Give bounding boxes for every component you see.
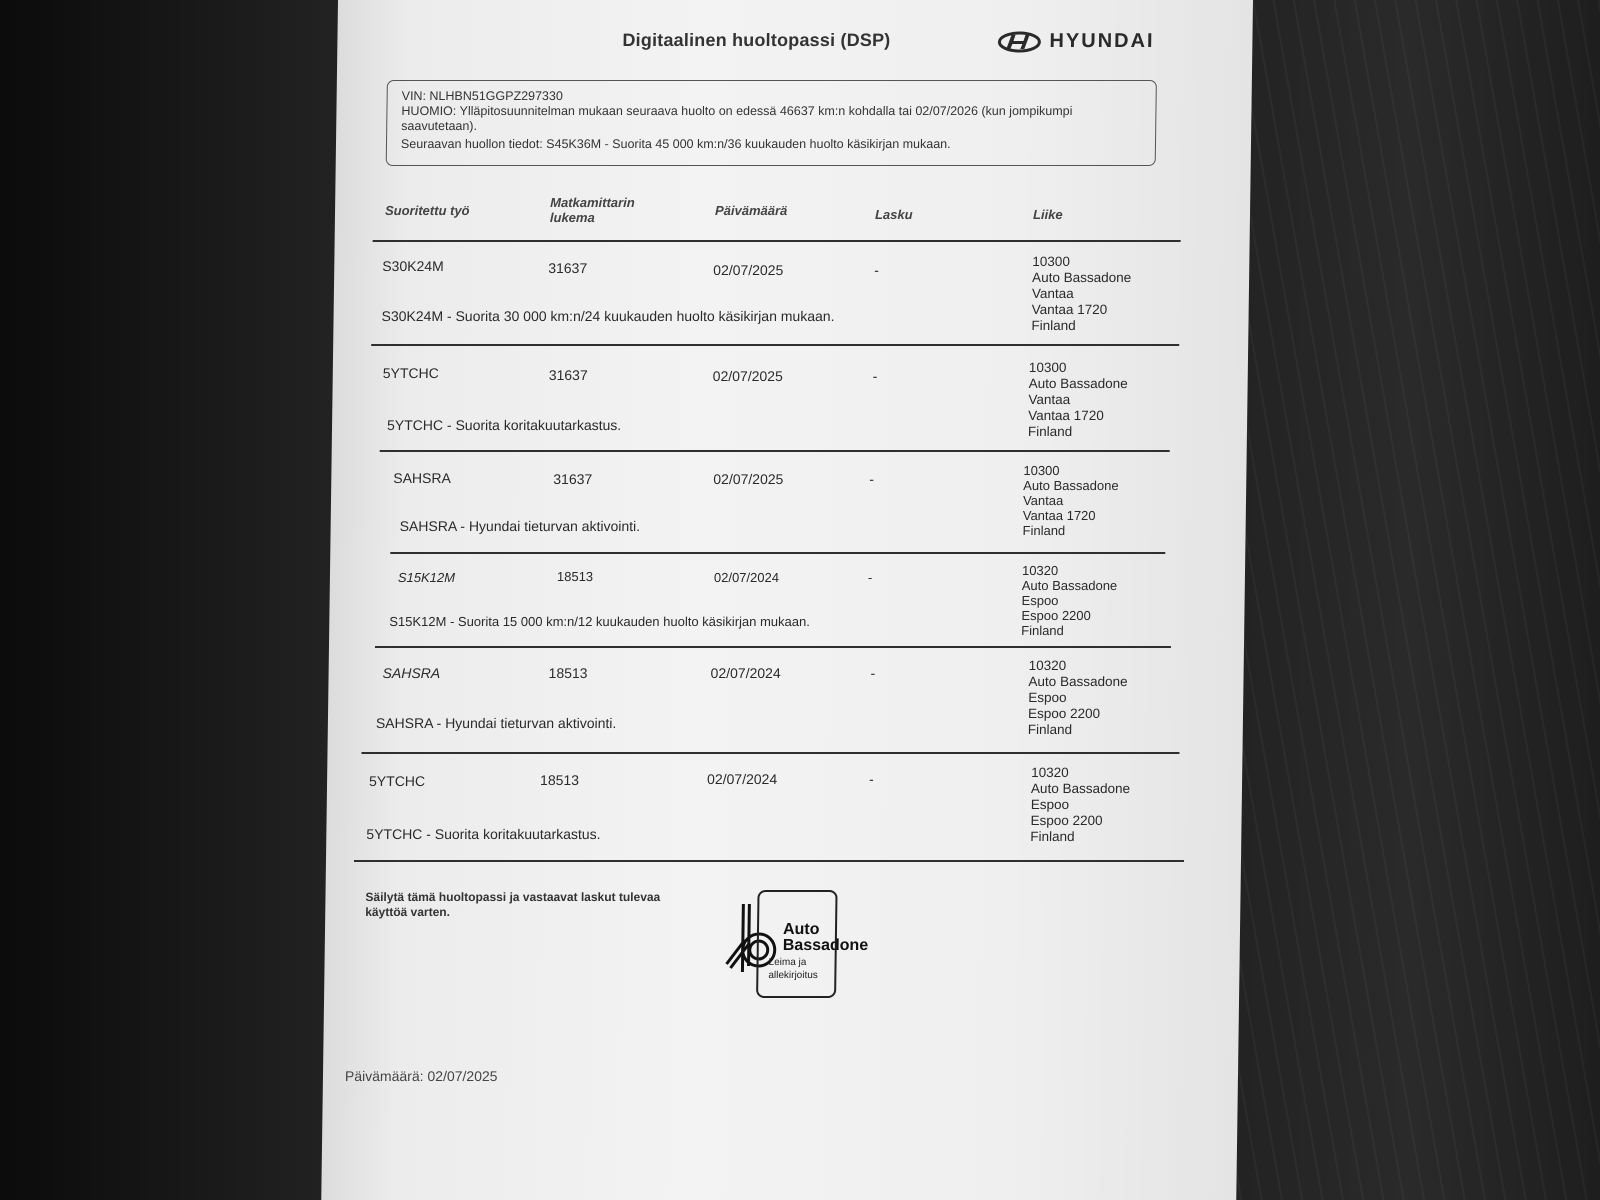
shop-id: 10300 <box>1032 254 1071 269</box>
stamp-brand-line1: Auto <box>782 921 820 938</box>
shop-city: Espoo <box>1028 690 1067 705</box>
row-code: S30K24M <box>382 258 444 274</box>
service-passport-paper <box>321 0 1253 1200</box>
next-service-text: Seuraavan huollon tiedot: S45K36M - Suorita 45 000 km:n/36 kuukauden huolto käsikirjan mukaan. <box>400 137 951 151</box>
vin-text: VIN: NLHBN51GGPZ297330 <box>401 89 563 103</box>
row-shop <box>1031 254 1131 334</box>
brand-header <box>997 30 1154 53</box>
row-code: SAHSRA <box>382 665 441 681</box>
retention-note: Säilytä tämä huoltopassi ja vastaavat laskut tulevaa käyttöä varten. <box>365 890 661 919</box>
hyundai-logo-icon <box>997 31 1041 53</box>
row-invoice: - <box>869 771 874 787</box>
row-shop <box>1028 658 1128 738</box>
header-date: Päivämäärä <box>714 203 788 218</box>
shop-postal: Vantaa 1720 <box>1022 508 1096 523</box>
row-shop <box>1022 463 1118 538</box>
row-odometer: 31637 <box>548 367 588 383</box>
shop-city: Vantaa <box>1022 493 1064 508</box>
document-title: Digitaalinen huoltopassi (DSP) <box>622 30 891 50</box>
row-odometer: 31637 <box>553 471 593 487</box>
shop-city: Espoo <box>1030 797 1070 812</box>
row-code: 5YTCHC <box>368 773 426 789</box>
shop-name: Auto Bassadone <box>1028 376 1128 391</box>
row-divider <box>380 450 1170 452</box>
row-code: S15K12M <box>397 570 456 585</box>
shop-country: Finland <box>1030 829 1075 844</box>
row-shop <box>1030 765 1130 845</box>
table-bottom-divider <box>354 860 1184 862</box>
background-seat-left <box>0 0 360 1200</box>
row-description: 5YTCHC - Suorita koritakuutarkastus. <box>366 826 601 842</box>
shop-postal: Espoo 2200 <box>1027 706 1101 721</box>
background-seat-right <box>1220 0 1600 1200</box>
stamp-brand <box>783 922 869 954</box>
row-description: S15K12M - Suorita 15 000 km:n/12 kuukauden huolto käsikirjan mukaan. <box>389 614 811 629</box>
shop-id: 10320 <box>1031 765 1069 780</box>
row-invoice: - <box>874 262 880 278</box>
row-description: 5YTCHC - Suorita koritakuutarkastus. <box>386 417 622 433</box>
shop-country: Finland <box>1021 623 1064 638</box>
row-invoice: - <box>867 570 873 585</box>
shop-postal: Espoo 2200 <box>1021 608 1091 623</box>
header-odometer: Matkamittarin lukema <box>549 195 635 225</box>
row-date: 02/07/2025 <box>713 262 784 278</box>
row-invoice: - <box>870 665 876 681</box>
shop-id: 10320 <box>1028 658 1067 673</box>
header-divider <box>373 240 1181 242</box>
shop-postal: Vantaa 1720 <box>1031 302 1108 317</box>
row-odometer: 18513 <box>548 665 588 681</box>
row-invoice: - <box>872 368 878 384</box>
row-odometer: 31637 <box>548 260 588 276</box>
row-invoice: - <box>869 471 875 487</box>
row-date: 02/07/2025 <box>713 471 784 487</box>
row-date: 02/07/2025 <box>712 368 783 384</box>
row-shop <box>1021 563 1117 638</box>
row-description: SAHSRA - Hyundai tieturvan aktivointi. <box>399 518 641 534</box>
row-divider <box>390 552 1165 554</box>
row-shop <box>1028 360 1128 440</box>
shop-name: Auto Bassadone <box>1028 674 1128 689</box>
shop-city: Vantaa <box>1028 392 1071 407</box>
row-divider <box>361 752 1179 754</box>
shop-name: Auto Bassadone <box>1023 478 1119 493</box>
shop-name: Auto Bassadone <box>1030 781 1131 796</box>
header-work: Suoritettu työ <box>384 203 470 218</box>
shop-id: 10300 <box>1028 360 1067 375</box>
stamp-label-line2: allekirjoitus <box>768 970 818 981</box>
dealer-stamp <box>724 888 896 1000</box>
notice-box <box>386 80 1157 166</box>
shop-id: 10300 <box>1023 463 1060 478</box>
row-odometer: 18513 <box>556 569 594 584</box>
shop-postal: Espoo 2200 <box>1030 813 1103 828</box>
stamp-label <box>768 956 818 982</box>
shop-postal: Vantaa 1720 <box>1028 408 1104 423</box>
shop-name: Auto Bassadone <box>1021 578 1118 593</box>
row-odometer: 18513 <box>539 772 580 788</box>
row-divider <box>371 344 1179 346</box>
shop-id: 10320 <box>1021 563 1059 578</box>
row-description: SAHSRA - Hyundai tieturvan aktivointi. <box>375 715 617 731</box>
row-date: 02/07/2024 <box>713 570 780 585</box>
row-code: 5YTCHC <box>382 365 439 381</box>
shop-country: Finland <box>1022 523 1066 538</box>
row-date: 02/07/2024 <box>707 771 778 787</box>
shop-city: Espoo <box>1021 593 1059 608</box>
shop-name: Auto Bassadone <box>1032 270 1132 285</box>
document-date: Päivämäärä: 02/07/2025 <box>344 1068 498 1084</box>
brand-name: HYUNDAI <box>1049 30 1155 52</box>
shop-city: Vantaa <box>1031 286 1074 301</box>
notice-text: HUOMIO: Ylläpitosuunnitelman mukaan seuraava huolto on edessä 46637 km:n kohdalla tai 02/07/2026 (kun jompikumpi saavutetaan). <box>401 104 1073 133</box>
header-shop: Liike <box>1032 207 1063 222</box>
row-date: 02/07/2024 <box>710 665 781 681</box>
header-invoice: Lasku <box>874 207 913 222</box>
row-description: S30K24M - Suorita 30 000 km:n/24 kuukauden huolto käsikirjan mukaan. <box>381 308 835 324</box>
shop-country: Finland <box>1031 318 1076 333</box>
shop-country: Finland <box>1027 424 1073 439</box>
row-code: SAHSRA <box>393 470 452 486</box>
shop-country: Finland <box>1027 722 1073 737</box>
stamp-brand-line2: Bassadone <box>782 937 869 954</box>
row-divider <box>375 646 1171 648</box>
stamp-label-line1: Leima ja <box>768 957 807 968</box>
